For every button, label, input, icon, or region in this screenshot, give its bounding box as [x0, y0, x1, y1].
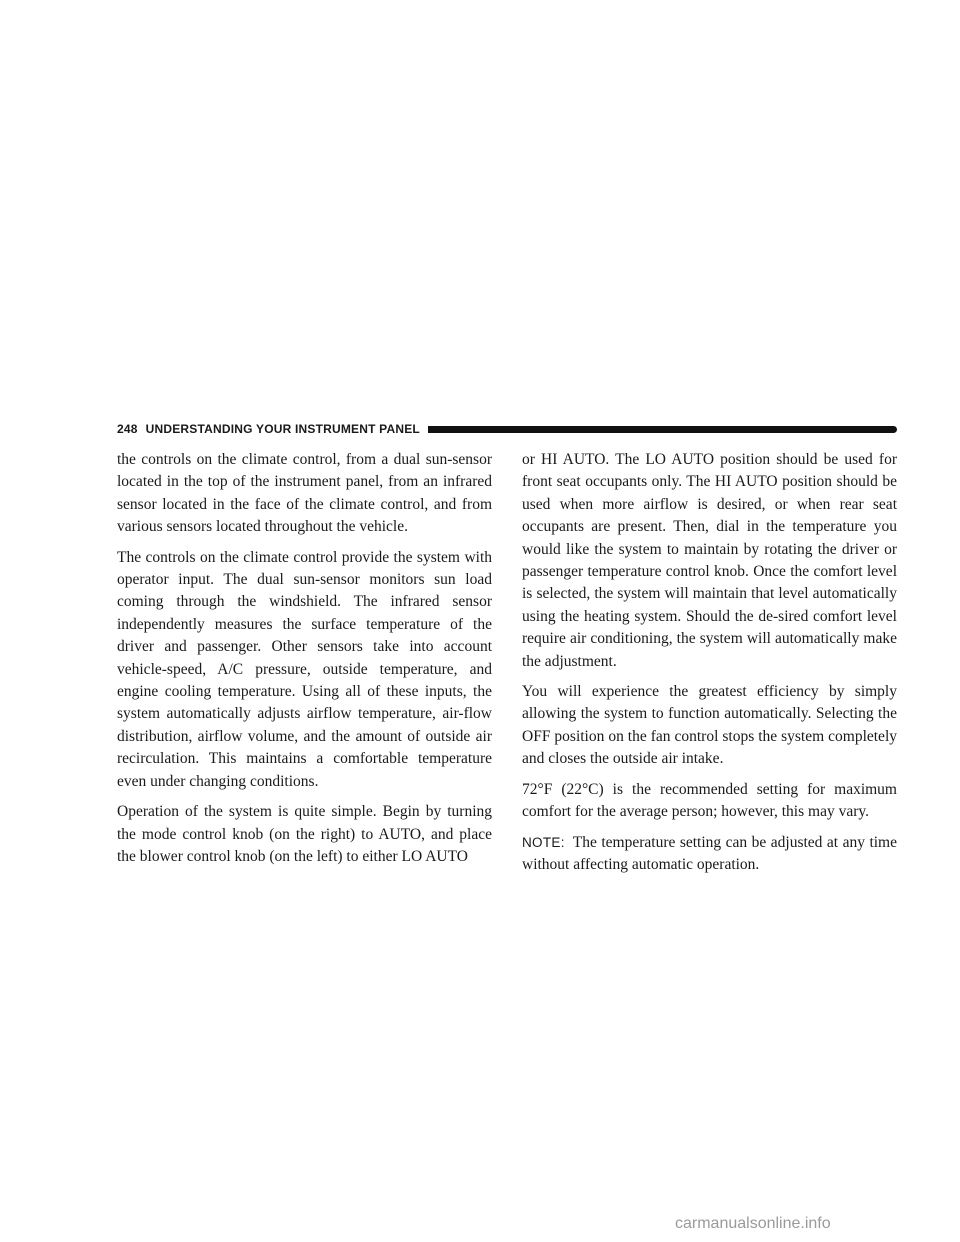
paragraph: or HI AUTO. The LO AUTO position should be used for front seat occupants only. The HI AUTO position should be used when more airflow is desired, or when rear seat occupants are present. Then, dial in the temperature you would like the system to maintain by rotating the driver or passenger temperature control knob. Once the comfort level is selected, the system will maintain that level automatically using the heating system. Should the de-sired comfort level require air conditioning, the system will automatically make the adjustment.: [522, 451, 897, 670]
paragraph: 72°F (22°C) is the recommended setting for maximum comfort for the average person; however, this may vary.: [522, 780, 897, 821]
section-title: UNDERSTANDING YOUR INSTRUMENT PANEL: [145, 422, 420, 436]
watermark: carmanualsonline.info: [675, 1215, 831, 1232]
page-number: 248: [117, 422, 138, 436]
paragraph: The controls on the climate control provide the system with operator input. The dual sun-sensor monitors sun load coming through the windshield. The infrared sensor independently measures the surface temperature of the driver and passenger. Other sensors take into account vehicle-speed, A/C pressure, outside temperature, and engine cooling temperature. Using all of these inputs, the system automatically adjusts airflow temperature, air-flow distribution, airflow volume, and the amount of outside air recirculation. This maintains a comfortable temperature even under changing conditions.: [117, 548, 492, 790]
note-text: The temperature setting can be adjusted at any time without affecting automatic operation.: [522, 833, 897, 873]
left-column: [117, 449, 492, 876]
paragraph: You will experience the greatest efficiency by simply allowing the system to function automatically. Selecting the OFF position on the fan control stops the system completely and closes the outside air intake.: [522, 683, 897, 768]
paragraph: Operation of the system is quite simple. Begin by turning the mode control knob (on the right) to AUTO, and place the blower control knob (on the left) to either LO AUTO: [117, 803, 492, 865]
note-paragraph: [522, 832, 897, 877]
header-rule: [428, 426, 897, 433]
note-label: NOTE:: [522, 834, 565, 850]
right-column: [522, 449, 897, 884]
page-header: [117, 421, 897, 437]
paragraph: the controls on the climate control, from a dual sun-sensor located in the top of the instrument panel, from an infrared sensor located in the face of the climate control, and from various sensors located throughout the vehicle.: [117, 451, 492, 536]
